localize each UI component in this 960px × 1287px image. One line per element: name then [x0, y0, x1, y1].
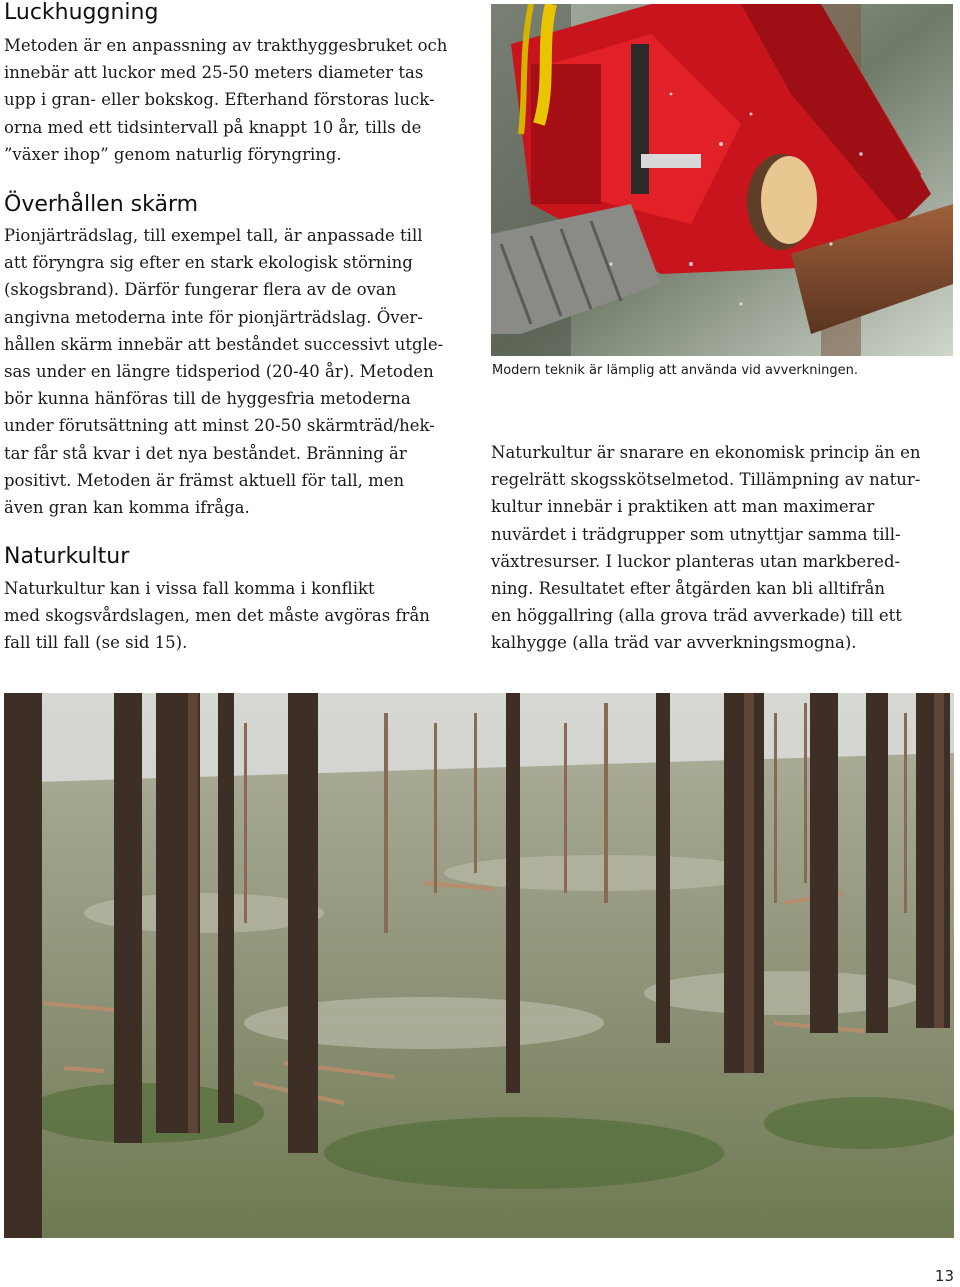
heading-overhallen-skarm: Överhållen skärm — [4, 192, 199, 217]
heading-naturkultur: Naturkultur — [4, 544, 130, 569]
harvester-caption: Modern teknik är lämplig att använda vid avverkningen. — [492, 363, 858, 378]
text-line: hållen skärm innebär att beståndet successivt utgle- — [4, 334, 444, 354]
text-line: att föryngra sig efter en stark ekologisk störning — [4, 253, 413, 273]
text-line: ”växer ihop” genom naturlig föryngring. — [4, 144, 342, 164]
text-line: en höggallring (alla grova träd avverkade) till ett — [491, 606, 902, 626]
text-line: Pionjärträdslag, till exempel tall, är anpassade till — [4, 226, 423, 245]
harvester-photo — [491, 4, 953, 356]
text-line: (skogsbrand). Därför fungerar flera av de ovan — [4, 280, 397, 300]
text-line: med skogsvårdslagen, men det måste avgöras från — [4, 606, 430, 626]
text-line: positivt. Metoden är främst aktuell för tall, men — [4, 470, 405, 490]
text-line: sas under en längre tidsperiod (20-40 år). Metoden — [4, 362, 434, 382]
text-line: regelrätt skogsskötselmetod. Tillämpning av natur- — [491, 470, 921, 490]
paragraph-naturkultur — [4, 575, 430, 657]
text-line: nuvärdet i trädgrupper som utnyttjar samma till- — [491, 524, 901, 544]
text-line: bör kunna hänföras till de hyggesfria metoderna — [4, 389, 411, 409]
text-line: även gran kan komma ifråga. — [4, 498, 250, 518]
paragraph-overhallen-skarm — [4, 222, 443, 521]
paragraph-naturkultur-continued — [491, 439, 921, 657]
text-line: ning. Resultatet efter åtgärden kan bli alltifrån — [491, 579, 886, 599]
text-line: upp i gran- eller bokskog. Efterhand förstoras luck- — [4, 90, 435, 110]
text-line: Metoden är en anpassning av trakthyggesbruket och — [4, 36, 448, 55]
page-number: 13 — [934, 1267, 954, 1285]
text-line: orna med ett tidsintervall på knappt 10 år, tills de — [4, 117, 422, 137]
text-line: angivna metoderna inte för pionjärträdslag. Över- — [4, 307, 423, 327]
text-line: Naturkultur kan i vissa fall komma i konflikt — [4, 579, 375, 598]
text-line: kultur innebär i praktiken att man maximerar — [491, 497, 875, 517]
text-line: fall till fall (se sid 15). — [4, 633, 188, 653]
forest-photo — [4, 693, 954, 1238]
text-line: innebär att luckor med 25-50 meters diameter tas — [4, 63, 424, 83]
text-line: tar får stå kvar i det nya beståndet. Bränning är — [4, 443, 407, 463]
paragraph-luckhuggning — [4, 32, 447, 168]
text-line: kalhygge (alla träd var avverkningsmogna). — [491, 633, 857, 653]
text-line: under förutsättning att minst 20-50 skärmträd/hek- — [4, 416, 435, 436]
text-line: växtresurser. I luckor planteras utan markbered- — [491, 551, 901, 571]
heading-luckhuggning: Luckhuggning — [4, 0, 159, 25]
text-line: Naturkultur är snarare en ekonomisk princip än en — [491, 443, 921, 462]
